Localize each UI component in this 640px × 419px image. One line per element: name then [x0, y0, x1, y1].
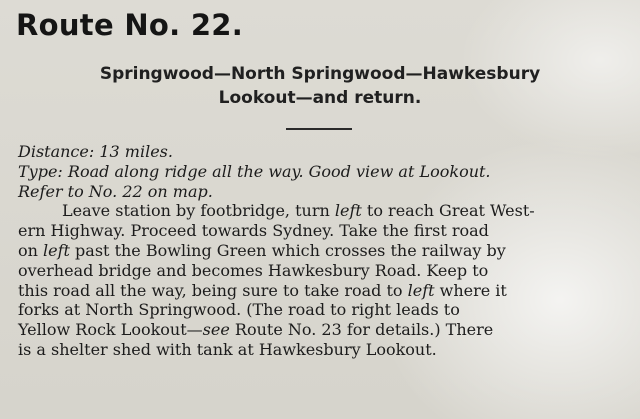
subtitle-line-2: Lookout—and return. [218, 88, 422, 108]
route-subtitle [40, 62, 600, 110]
description-line-8: is a shelter shed with tank at Hawkesbury Lookout. [18, 339, 437, 359]
type-line [18, 162, 630, 182]
text-run: past the Bowling Green which crosses the railway by [69, 240, 506, 260]
text-run-italic: see [202, 320, 230, 340]
text-run: where it [434, 280, 507, 300]
distance-line [18, 142, 630, 162]
distance-label: Distance: [18, 142, 95, 161]
subtitle-line-1: Springwood—North Springwood—Hawkesbury [99, 64, 541, 84]
description-line-4: overhead bridge and becomes Hawkesbury Road. Keep to [18, 260, 489, 280]
text-run-italic: left [334, 201, 362, 221]
text-run: Yellow Rock Lookout— [18, 320, 203, 340]
text-run: Route No. 23 for details.) There [229, 320, 494, 340]
description-line-6: forks at North Springwood. (The road to right leads to [18, 300, 460, 320]
text-run-italic: left [43, 240, 70, 260]
text-run: Leave station by footbridge, turn [62, 201, 335, 221]
description-line-1 [18, 201, 630, 221]
text-run: this road all the way, being sure to take road to [18, 280, 408, 300]
type-label: Type: [18, 161, 63, 181]
text-run: on [18, 240, 44, 260]
map-reference: Refer to No. 22 on map. [18, 181, 213, 201]
distance-value: 13 miles. [94, 142, 173, 161]
route-body [18, 142, 630, 360]
route-title: Route No. 22. [16, 8, 244, 42]
type-text: Road along ridge all the way. Good view at Lookout. [62, 161, 491, 181]
divider-rule [286, 128, 352, 130]
description-line-2: ern Highway. Proceed towards Sydney. Take the first road [18, 221, 489, 241]
description-line-3 [18, 241, 630, 261]
text-run: to reach Great West- [361, 201, 535, 221]
description-line-7 [18, 320, 630, 340]
description-line-5 [18, 281, 630, 301]
text-run-italic: left [407, 280, 435, 300]
